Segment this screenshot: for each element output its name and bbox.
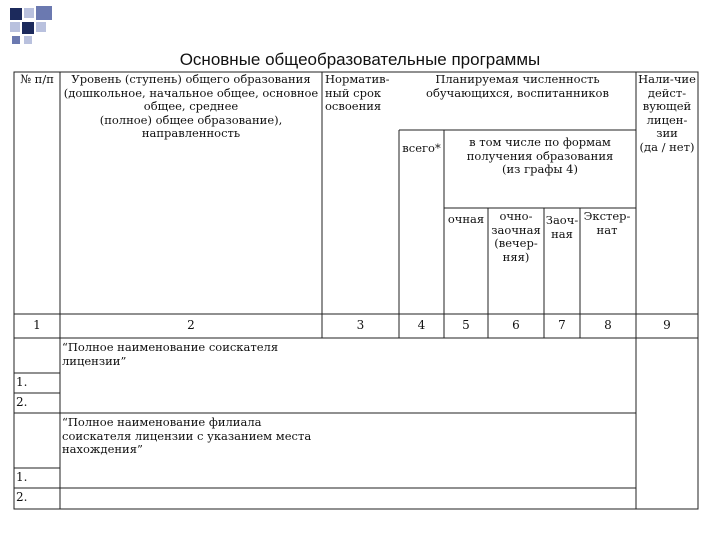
header-part-time: очно- заочная (вечер- няя): [491, 209, 541, 264]
table-row-number: 1.: [16, 470, 28, 484]
column-number-3: 3: [356, 318, 365, 332]
column-number-6: 6: [512, 318, 520, 332]
column-number-9: 9: [663, 318, 671, 332]
column-number-2: 2: [187, 318, 195, 332]
header-number: № п/п: [20, 72, 54, 86]
header-planned-count: Планируемая численность обучающихся, воспитанников: [426, 72, 609, 100]
header-correspondence: Заоч- ная: [545, 213, 579, 241]
column-number-5: 5: [462, 318, 470, 332]
header-external: Экстер- нат: [583, 209, 631, 237]
header-education-level: Уровень (ступень) общего образования (дошкольное, начальное общее, основное общее, среднее (полное) общее образование), направленность: [63, 72, 319, 140]
column-number-7: 7: [558, 318, 566, 332]
column-number-1: 1: [33, 318, 41, 332]
table-row-number: 2.: [16, 490, 28, 504]
section-heading-branch: “Полное наименование филиала соискателя лицензии с указанием места нахождения”: [62, 415, 312, 456]
table-row-number: 1.: [16, 375, 28, 389]
header-forms-group: в том числе по формам получения образования (из графы 4): [466, 135, 614, 176]
page-title: Основные общеобразовательные программы: [179, 50, 541, 69]
column-number-8: 8: [604, 318, 612, 332]
section-heading-applicant: “Полное наименование соискателя лицензии”: [62, 340, 279, 368]
table-row-number: 2.: [16, 395, 28, 409]
header-normative-term: Норматив- ный срок освоения: [325, 72, 390, 113]
column-number-4: 4: [417, 318, 426, 332]
header-license: Нали-чие дейст- вующей лицен- зии (да / нет): [638, 72, 696, 154]
header-total: всего*: [402, 141, 441, 155]
header-full-time: очная: [447, 212, 485, 226]
